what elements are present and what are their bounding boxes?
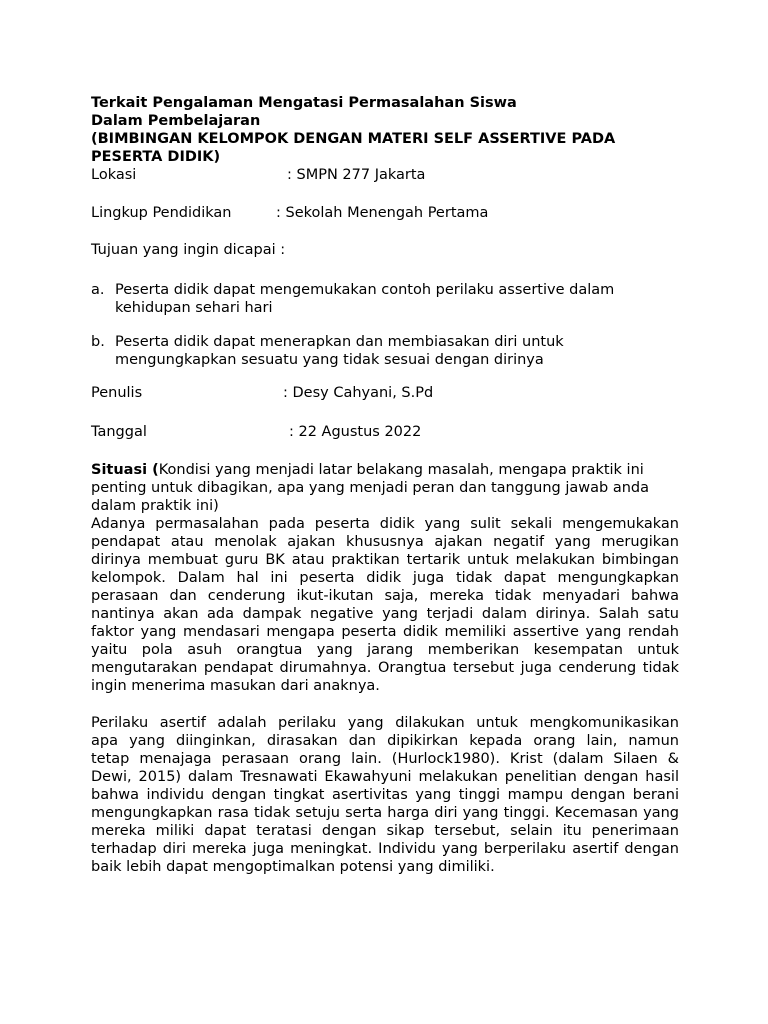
list-item-text [115, 281, 635, 317]
paragraph-1 [91, 515, 679, 695]
tanggal-label: Tanggal [91, 424, 147, 440]
paragraph-line: faktor yang mendasari mengapa peserta didik memiliki assertive yang rendah [91, 624, 679, 640]
list-item-line: Peserta didik dapat mengemukakan contoh perilaku assertive dalam [115, 282, 615, 298]
title-line: Dalam Pembelajaran [91, 113, 261, 129]
paragraph-line: dirinya membuat guru BK atau praktikan tertarik untuk melakukan bimbingan [91, 552, 679, 568]
lingkup-label: Lingkup Pendidikan [91, 205, 232, 221]
situasi-line: dalam praktik ini) [91, 498, 219, 514]
paragraph-line: bahwa individu dengan tingkat asertivitas yang tinggi mampu dengan berani [91, 787, 679, 803]
paragraph-line: mereka miliki dapat teratasi dengan sikap tersebut, selain itu penerimaan [91, 823, 679, 839]
paragraph-line: mengungkapkan rasa tidak setuju serta harga diri yang tinggi. Kecemasan yang [91, 805, 679, 821]
paragraph-line: nantinya akan ada dampak negative yang terjadi dalam dirinya. Salah satu [91, 606, 679, 622]
list-marker: a. [91, 282, 105, 298]
paragraph-line: terhadap diri mereka juga meningkat. Individu yang berperilaku asertif dengan [91, 841, 679, 857]
list-item-line: mengungkapkan sesuatu yang tidak sesuai dengan dirinya [115, 352, 544, 368]
list-item-text [115, 333, 635, 369]
situasi-text: Kondisi yang menjadi latar belakang masalah, mengapa praktik ini [158, 462, 644, 478]
paragraph-line: perasaan dan cenderung ikut-ikutan saja, mereka tidak menyadari bahwa [91, 588, 679, 604]
paragraph-line: yaitu pola asuh orangtua yang jarang memberikan kesempatan untuk [91, 642, 679, 658]
situasi-heading: Situasi ( [91, 462, 159, 478]
list-marker: b. [91, 334, 105, 350]
paragraph-line: tetap menajaga perasaan orang lain. (Hurlock1980). Krist (dalam Silaen & [91, 751, 679, 767]
paragraph-line: baik lebih dapat mengoptimalkan potensi yang dimiliki. [91, 859, 495, 875]
situasi-line [91, 461, 679, 479]
paragraph-line: mengutarakan pendapat dirumahnya. Orangtua tersebut juga cenderung tidak [91, 660, 679, 676]
title-line: Terkait Pengalaman Mengatasi Permasalahan Siswa [91, 95, 517, 111]
lokasi-label: Lokasi [91, 167, 137, 183]
situasi-section [91, 461, 679, 515]
paragraph-line: Perilaku asertif adalah perilaku yang dilakukan untuk mengkomunikasikan [91, 715, 679, 731]
lokasi-value: : SMPN 277 Jakarta [287, 167, 426, 183]
penulis-value: : Desy Cahyani, S.Pd [283, 385, 434, 401]
paragraph-line: pendapat atau menolak ajakan khususnya ajakan negatif yang merugikan [91, 534, 679, 550]
title-line: PESERTA DIDIK) [91, 149, 221, 165]
paragraph-line: apa yang diinginkan, dirasakan dan dipikirkan kepada orang lain, namun [91, 733, 679, 749]
paragraph-line: ingin menerima masukan dari anaknya. [91, 678, 380, 694]
paragraph-line: Adanya permasalahan pada peserta didik yang sulit sekali mengemukakan [91, 516, 679, 532]
paragraph-line: kelompok. Dalam hal ini peserta didik juga tidak dapat mengungkapkan [91, 570, 679, 586]
penulis-label: Penulis [91, 385, 143, 401]
situasi-line: penting untuk dibagikan, apa yang menjadi peran dan tanggung jawab anda [91, 480, 649, 496]
paragraph-line: Dewi, 2015) dalam Tresnawati Ekawahyuni melakukan penelitian dengan hasil [91, 769, 679, 785]
list-item-line: Peserta didik dapat menerapkan dan membiasakan diri untuk [115, 334, 564, 350]
tanggal-value: : 22 Agustus 2022 [289, 424, 422, 440]
list-item-line: kehidupan sehari hari [115, 300, 273, 316]
lingkup-value: : Sekolah Menengah Pertama [276, 205, 489, 221]
title-line: (BIMBINGAN KELOMPOK DENGAN MATERI SELF ASSERTIVE PADA [91, 131, 616, 147]
document-title [91, 94, 679, 166]
paragraph-2 [91, 714, 679, 876]
tujuan-intro: Tujuan yang ingin dicapai : [91, 242, 286, 258]
